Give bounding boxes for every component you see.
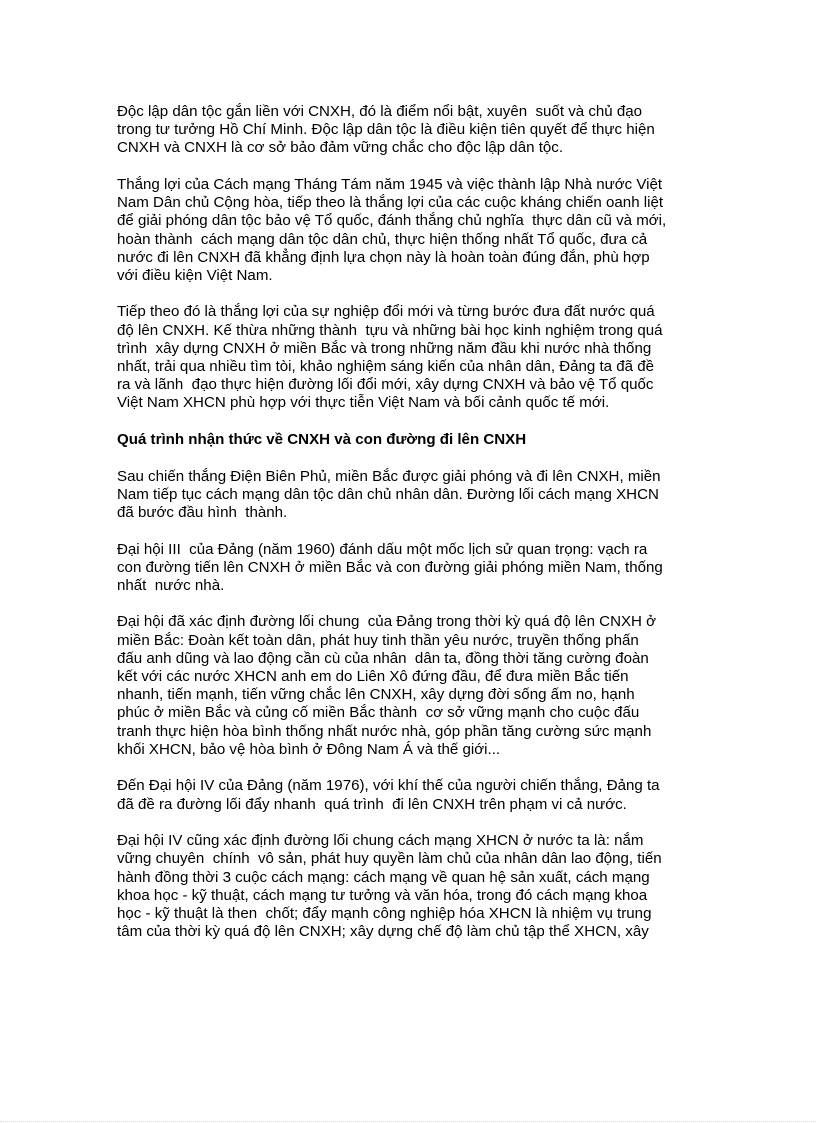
paragraph	[117, 303, 707, 412]
paragraph-line: hành đồng thời 3 cuộc cách mạng: cách mạng về quan hệ sản xuất, cách mạng	[117, 868, 650, 886]
paragraph-line: Đại hội III của Đảng (năm 1960) đánh dấu một mốc lịch sử quan trọng: vạch ra	[117, 540, 648, 558]
paragraph-line: miền Bắc: Đoàn kết toàn dân, phát huy tinh thần yêu nước, truyền thống phấn	[117, 631, 639, 649]
paragraph	[117, 468, 707, 523]
paragraph-line: đấu anh dũng và lao động cần cù của nhân dân ta, đồng thời tăng cường đoàn	[117, 649, 649, 667]
paragraph	[117, 176, 707, 285]
paragraph-line: Đại hội IV cũng xác định đường lối chung cách mạng XHCN ở nước ta là: nắm	[117, 832, 644, 850]
section-heading	[117, 431, 707, 449]
paragraph-line: học - kỹ thuật là then chốt; đẩy mạnh công nghiệp hóa XHCN là nhiệm vụ trung	[117, 904, 652, 922]
paragraph-line: nhất nước nhà.	[117, 576, 225, 594]
paragraph-line: với điều kiện Việt Nam.	[117, 266, 273, 284]
paragraph-line: nhất, trải qua nhiều tìm tòi, khảo nghiệm sáng kiến của nhân dân, Đảng ta đã đề	[117, 358, 655, 376]
paragraph-line: để giải phóng dân tộc bảo vệ Tổ quốc, đánh thắng chủ nghĩa thực dân cũ và mới,	[117, 212, 667, 230]
paragraph-line: nhanh, tiến mạnh, tiến vững chắc lên CNXH, xây dựng đời sống ấm no, hạnh	[117, 686, 635, 704]
document-body	[117, 103, 707, 960]
paragraph-line: Đến Đại hội IV của Đảng (năm 1976), với khí thế của người chiến thắng, Đảng ta	[117, 777, 660, 795]
paragraph-line: Tiếp theo đó là thắng lợi của sự nghiệp đổi mới và từng bước đưa đất nước quá	[117, 303, 655, 321]
paragraph-line: Nam Dân chủ Cộng hòa, tiếp theo là thắng lợi của các cuộc kháng chiến oanh liệt	[117, 194, 664, 212]
paragraph-line: đã bước đầu hình thành.	[117, 503, 288, 521]
paragraph-line: khối XHCN, bảo vệ hòa bình ở Đông Nam Á và thế giới...	[117, 740, 501, 758]
paragraph-line: trình xây dựng CNXH ở miền Bắc và trong những năm đầu khi nước nhà thống	[117, 339, 652, 357]
paragraph-line: nước đi lên CNXH đã khẳng định lựa chọn này là hoàn toàn đúng đắn, phù hợp	[117, 248, 650, 266]
paragraph-line: độ lên CNXH. Kế thừa những thành tựu và những bài học kinh nghiệm trong quá	[117, 321, 663, 339]
paragraph-line: CNXH và CNXH là cơ sở bảo đảm vững chắc cho độc lập dân tộc.	[117, 139, 564, 157]
paragraph	[117, 777, 707, 813]
paragraph-line: Sau chiến thắng Điện Biên Phủ, miền Bắc được giải phóng và đi lên CNXH, miền	[117, 467, 661, 485]
paragraph-line: đã đề ra đường lối đẩy nhanh quá trình đi lên CNXH trên phạm vi cả nước.	[117, 795, 627, 813]
paragraph-line: con đường tiến lên CNXH ở miền Bắc và con đường giải phóng miền Nam, thống	[117, 558, 663, 576]
paragraph-line: hoàn thành cách mạng dân tộc dân chủ, thực hiện thống nhất Tổ quốc, đưa cả	[117, 230, 648, 248]
paragraph	[117, 613, 707, 759]
paragraph-line: Nam tiếp tục cách mạng dân tộc dân chủ nhân dân. Đường lối cách mạng XHCN	[117, 485, 659, 503]
paragraph	[117, 832, 707, 941]
paragraph-line: Độc lập dân tộc gắn liền với CNXH, đó là điểm nổi bật, xuyên suốt và chủ đạo	[117, 103, 643, 120]
heading-text: Quá trình nhận thức về CNXH và con đường đi lên CNXH	[117, 430, 527, 448]
paragraph-line: Thắng lợi của Cách mạng Tháng Tám năm 1945 và việc thành lập Nhà nước Việt	[117, 175, 663, 193]
paragraph-line: ra và lãnh đạo thực hiện đường lối đổi mới, xây dựng CNXH và bảo vệ Tổ quốc	[117, 376, 654, 394]
paragraph-line: tranh thực hiện hòa bình thống nhất nước nhà, góp phần tăng cường sức mạnh	[117, 722, 652, 740]
page-bottom-edge	[0, 1121, 816, 1122]
paragraph	[117, 541, 707, 596]
paragraph-line: tâm của thời kỳ quá độ lên CNXH; xây dựng chế độ làm chủ tập thể XHCN, xây	[117, 923, 649, 941]
paragraph-line: kết với các nước XHCN anh em do Liên Xô đứng đầu, để đưa miền Bắc tiến	[117, 668, 629, 686]
paragraph-line: phúc ở miền Bắc và củng cố miền Bắc thành cơ sở vững mạnh cho cuộc đấu	[117, 704, 640, 722]
paragraph	[117, 103, 707, 158]
paragraph-line: khoa học - kỹ thuật, cách mạng tư tưởng và văn hóa, trong đó cách mạng khoa	[117, 886, 648, 904]
paragraph-line: vững chuyên chính vô sản, phát huy quyền làm chủ của nhân dân lao động, tiến	[117, 850, 662, 868]
paragraph-line: Việt Nam XHCN phù hợp với thực tiễn Việt Nam và bối cảnh quốc tế mới.	[117, 394, 610, 412]
paragraph-line: trong tư tưởng Hồ Chí Minh. Độc lập dân tộc là điều kiện tiên quyết để thực hiện	[117, 121, 655, 139]
paragraph-line: Đại hội đã xác định đường lối chung của Đảng trong thời kỳ quá độ lên CNXH ở	[117, 613, 657, 631]
